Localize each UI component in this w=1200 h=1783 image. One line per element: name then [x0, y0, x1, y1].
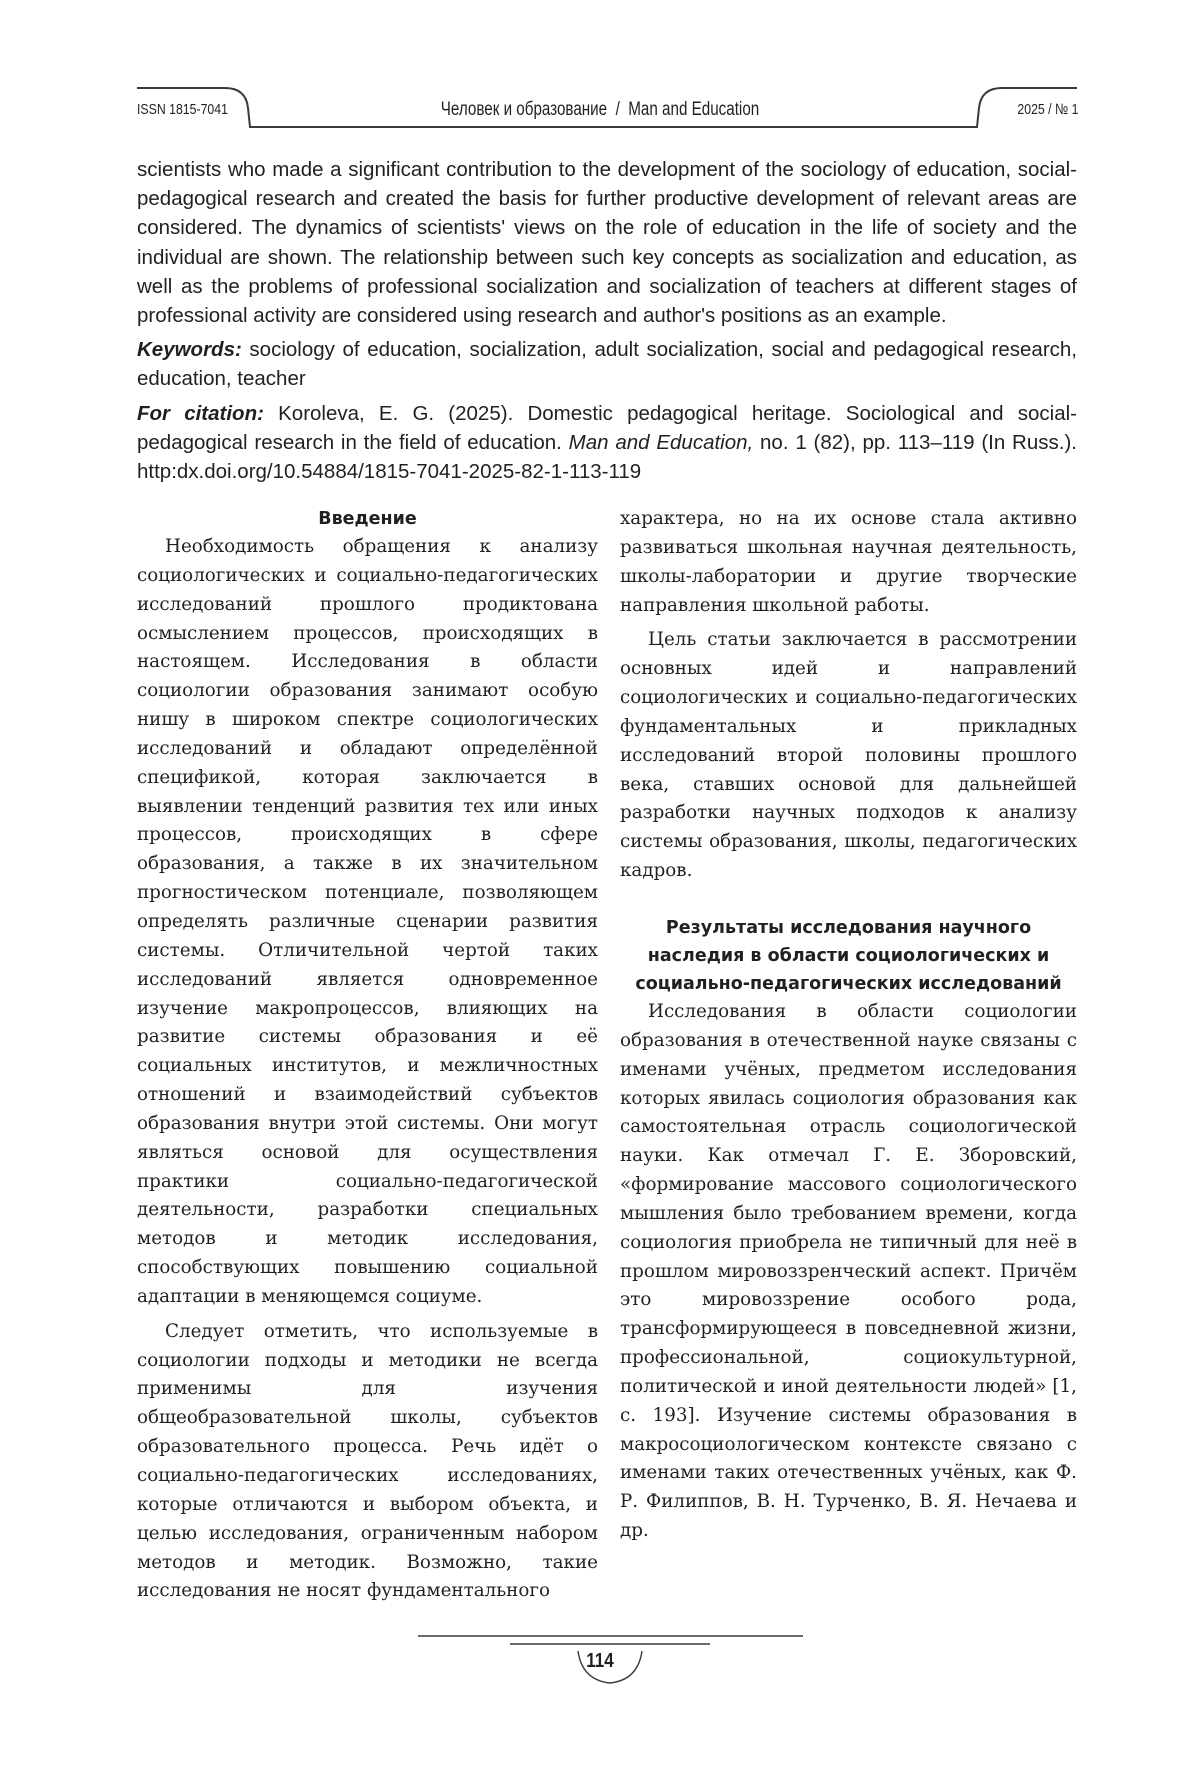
- paragraph: Цель статьи заключается в рассмотрении основных идей и направлений социологических и социально-педагогических фундаментальных и прикладных исследований второй половины прошлого века, ставших основой для дальнейшей разработки научных подходов к анализу системы образования, школы, педагогических кадров.: [620, 629, 1077, 882]
- left-column: [137, 505, 598, 1606]
- right-column: [620, 505, 1077, 1546]
- abstract-text: scientists who made a significant contribution to the development of the sociology of education, social-pedagogical research and created the basis for further productive development of relevant areas are considered. The dynamics of scientists' views on the role of education in the life of society and the individual are shown. The relationship between such key concepts as socialization and education, as well as the problems of professional socialization and socialization of teachers at different stages of professional activity are considered using research and author's positions as an example.: [137, 158, 1077, 328]
- keywords-label: Keywords:: [137, 338, 242, 362]
- abstract-block: [137, 155, 1077, 486]
- keywords: [137, 335, 1077, 393]
- paragraph: Следует отметить, что используемые в социологии подходы и методики не всегда применимы для изучения общеобразовательной школы, субъектов образовательного процесса. Речь идёт о социально-педагогических исследованиях, которые отличаются и выбором объекта, и целью исследования, ограниченным набором методов и методик. Возможно, такие исследования не носят фундаментального: [137, 1320, 598, 1602]
- section-heading-results: Результаты исследования научного наследия в области социологических и социально-педагогических исследований: [635, 917, 1062, 994]
- citation-label: For citation:: [137, 401, 264, 425]
- paragraph-continuation: характера, но на их основе стала активно развиваться школьная научная деятельность, школы-лаборатории и другие творческие направления школьной работы.: [620, 508, 1077, 616]
- section-heading-intro: Введение: [318, 509, 417, 529]
- citation-journal: Man and Education,: [568, 430, 754, 454]
- page-number: 114: [586, 1650, 614, 1672]
- issue-label: 2025 / № 1: [1016, 101, 1078, 118]
- keywords-text: sociology of education, socialization, adult socialization, social and pedagogical research, education, teacher: [137, 338, 1077, 391]
- citation: For citation: Koroleva, E. G. (2025). Domestic pedagogical heritage. Sociological and social-pedagogical research in the field of education. Man and Education, no. 1 (82), pp. 113–119 (In Russ.). http:dx.doi.org/10.54884/1815-7041-2025-82-1-113-119: [137, 401, 1078, 484]
- issn-label: ISSN 1815-7041: [137, 101, 228, 118]
- paragraph: Необходимость обращения к анализу социологических и социально-педагогических исследований прошлого продиктована осмыслением процессов, происходящих в настоящем. Исследования в области социологии образования занимают особую нишу в широком спектре социологических исследований и обладают определённой спецификой, которая заключается в выявлении тенденций развития тех или иных процессов, происходящих в сфере образования, а также в их значительном прогностическом потенциале, позволяющем определять различные сценарии развития системы. Отличительной чертой таких исследований является одновременное изучение макропроцессов, влияющих на развитие системы образования и её социальных институтов, и межличностных отношений и взаимодействий субъектов образования внутри этой системы. Они могут являться основой для осуществления практики социально-педагогической деятельности, разработки специальных методов и методик исследования, способствующих повышению социальной адаптации в меняющемся социуме.: [137, 536, 598, 1307]
- paragraph: Исследования в области социологии образования в отечественной науке связаны с именами учёных, предметом исследования которых явилась социология образования как самостоятельная отрасль социологической науки. Как отмечал Г. Е. Зборовский, «формирование массового социологического мышления было требованием времени, когда социология приобрела не типичный для неё в прошлом мировоззренческий аспект. Причём это мировоззрение особого рода, трансформирующееся в повседневной жизни, профессиональной, социокультурной, политической и иной деятельности людей» [1, с. 193]. Изучение системы образования в макросоциологическом контексте связано с именами таких отечественных учёных, как Ф. Р. Филиппов, В. Н. Турченко, В. Я. Нечаева и др.: [620, 1000, 1077, 1542]
- journal-title: Человек и образование / Man and Education: [440, 99, 760, 120]
